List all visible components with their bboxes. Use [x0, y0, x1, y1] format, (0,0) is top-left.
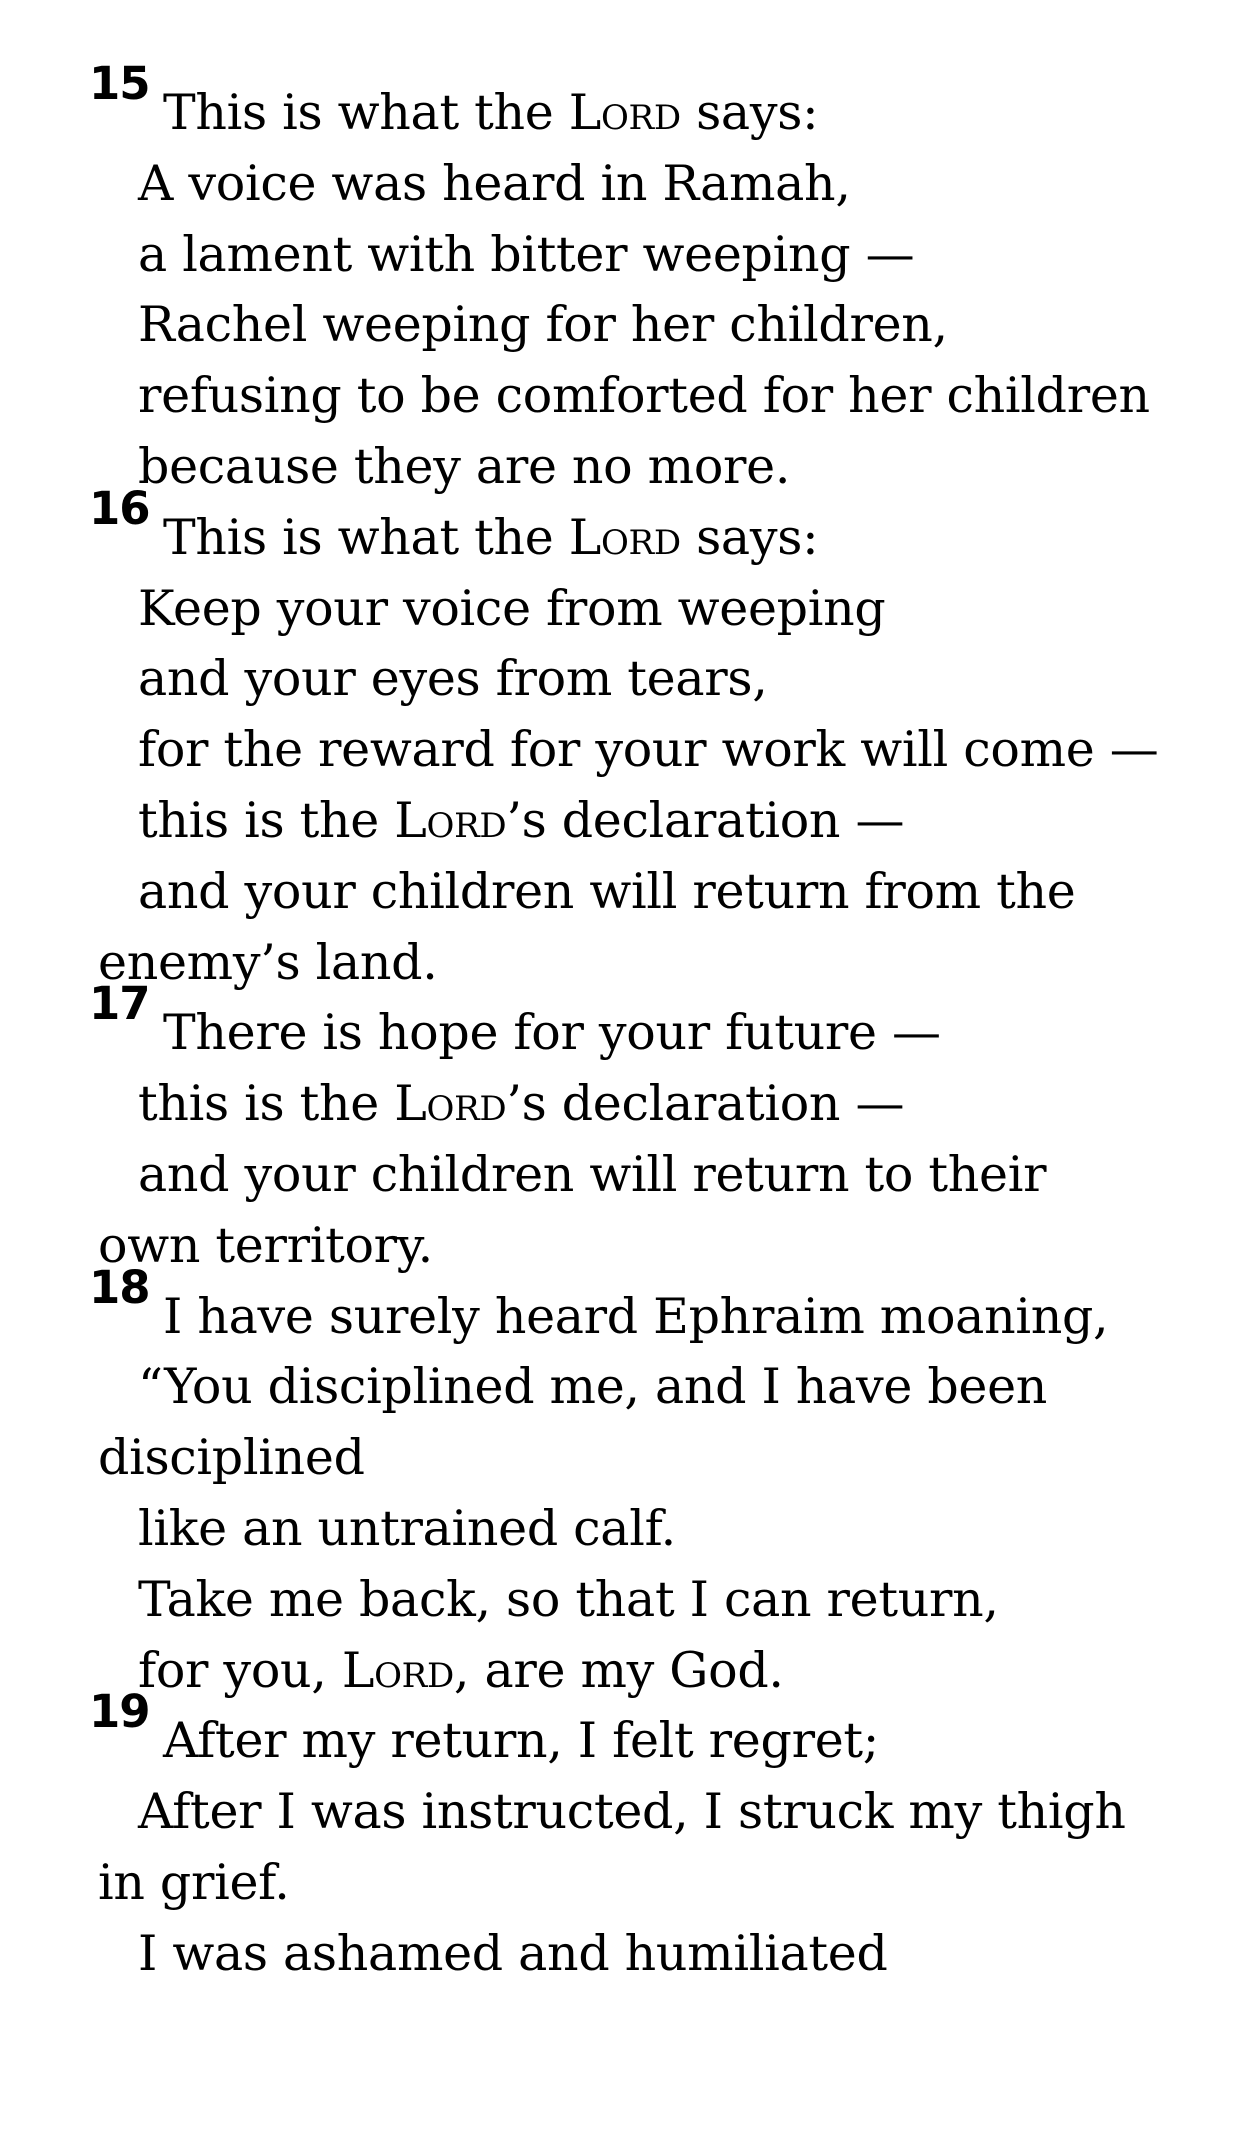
- divine-name-small-caps: Lord: [568, 508, 681, 566]
- verse-line: [138, 579, 885, 639]
- verse-text: Take me back, so that I can return,: [138, 1570, 999, 1628]
- verse-text: Keep your voice from weeping: [138, 579, 886, 637]
- verse-text: enemy’s land.: [98, 933, 438, 991]
- verse-line: [138, 1641, 784, 1701]
- verse-line: [138, 437, 790, 497]
- verse-text: “You disciplined me, and I have been: [138, 1358, 1048, 1416]
- verse-line: [163, 83, 818, 143]
- verse-text: refusing to be comforted for her children: [138, 367, 1150, 425]
- verse-line: [98, 1428, 365, 1488]
- verse-text: in grief.: [98, 1854, 290, 1911]
- verse-text: because they are no more.: [138, 438, 791, 495]
- divine-name-small-caps: Lord: [341, 1641, 454, 1699]
- divine-name-small-caps: Lord: [568, 84, 681, 141]
- verse-text: I was ashamed and humiliated: [138, 1924, 888, 1982]
- verse-text: says:: [680, 508, 819, 566]
- verse-line: [138, 225, 914, 285]
- verse-text: ’s declaration —: [506, 792, 905, 849]
- verse-text: for you,: [138, 1641, 342, 1699]
- verse-text: own territory.: [98, 1216, 433, 1274]
- verse-text: After my return, I felt regret;: [163, 1712, 879, 1770]
- verse-text: There is hope for your future —: [163, 1004, 941, 1062]
- verse-text: this is the: [138, 792, 395, 849]
- verse-line: [138, 295, 948, 355]
- verse-line: [163, 1287, 1108, 1347]
- verse-line: [138, 720, 1158, 780]
- verse-line: [138, 1499, 676, 1559]
- verse-text: and your children will return from the: [138, 862, 1076, 920]
- verse-line: [138, 154, 851, 214]
- verse-line: [138, 791, 904, 851]
- verse-line: [163, 1711, 879, 1771]
- verse-number: 18: [89, 1260, 150, 1314]
- verse-text: This is what the: [163, 84, 569, 141]
- verse-text: Rachel weeping for her children,: [138, 296, 948, 354]
- verse-text: , are my God.: [453, 1641, 784, 1699]
- verse-text: this is the: [138, 1075, 395, 1133]
- verse-line: [138, 649, 768, 709]
- verse-line: [163, 508, 818, 568]
- divine-name-small-caps: Lord: [394, 1075, 507, 1133]
- verse-text: a lament with bitter weeping —: [138, 225, 915, 283]
- verse-number: 15: [89, 57, 150, 110]
- verse-number: 19: [89, 1685, 150, 1739]
- verse-line: [138, 1570, 999, 1630]
- verse-line: [138, 1145, 1046, 1205]
- verse-number: 17: [89, 977, 150, 1031]
- verse-line: [138, 862, 1075, 922]
- verse-text: A voice was heard in Ramah,: [138, 154, 851, 212]
- verse-text: and your children will return to their: [138, 1146, 1047, 1203]
- verse-text: This is what the: [163, 508, 569, 566]
- verse-line: [138, 1074, 904, 1134]
- verse-text: ’s declaration —: [506, 1075, 905, 1133]
- verse-text: says:: [680, 84, 819, 141]
- verse-line: [138, 1357, 1047, 1417]
- verse-text: and your eyes from tears,: [138, 650, 768, 708]
- verse-line: [138, 1924, 888, 1984]
- verse-line: [138, 366, 1150, 426]
- verse-text: like an untrained calf.: [138, 1500, 676, 1557]
- verse-line: [163, 1003, 941, 1063]
- verse-text: disciplined: [98, 1429, 365, 1487]
- verse-text: for the reward for your work will come —: [138, 721, 1159, 779]
- verse-line: [98, 1853, 290, 1913]
- verse-text: After I was instructed, I struck my thigh: [138, 1783, 1126, 1841]
- verse-line: [138, 1782, 1126, 1842]
- verse-number: 16: [89, 481, 150, 535]
- verse-text: I have surely heard Ephraim moaning,: [163, 1287, 1109, 1345]
- divine-name-small-caps: Lord: [394, 792, 507, 849]
